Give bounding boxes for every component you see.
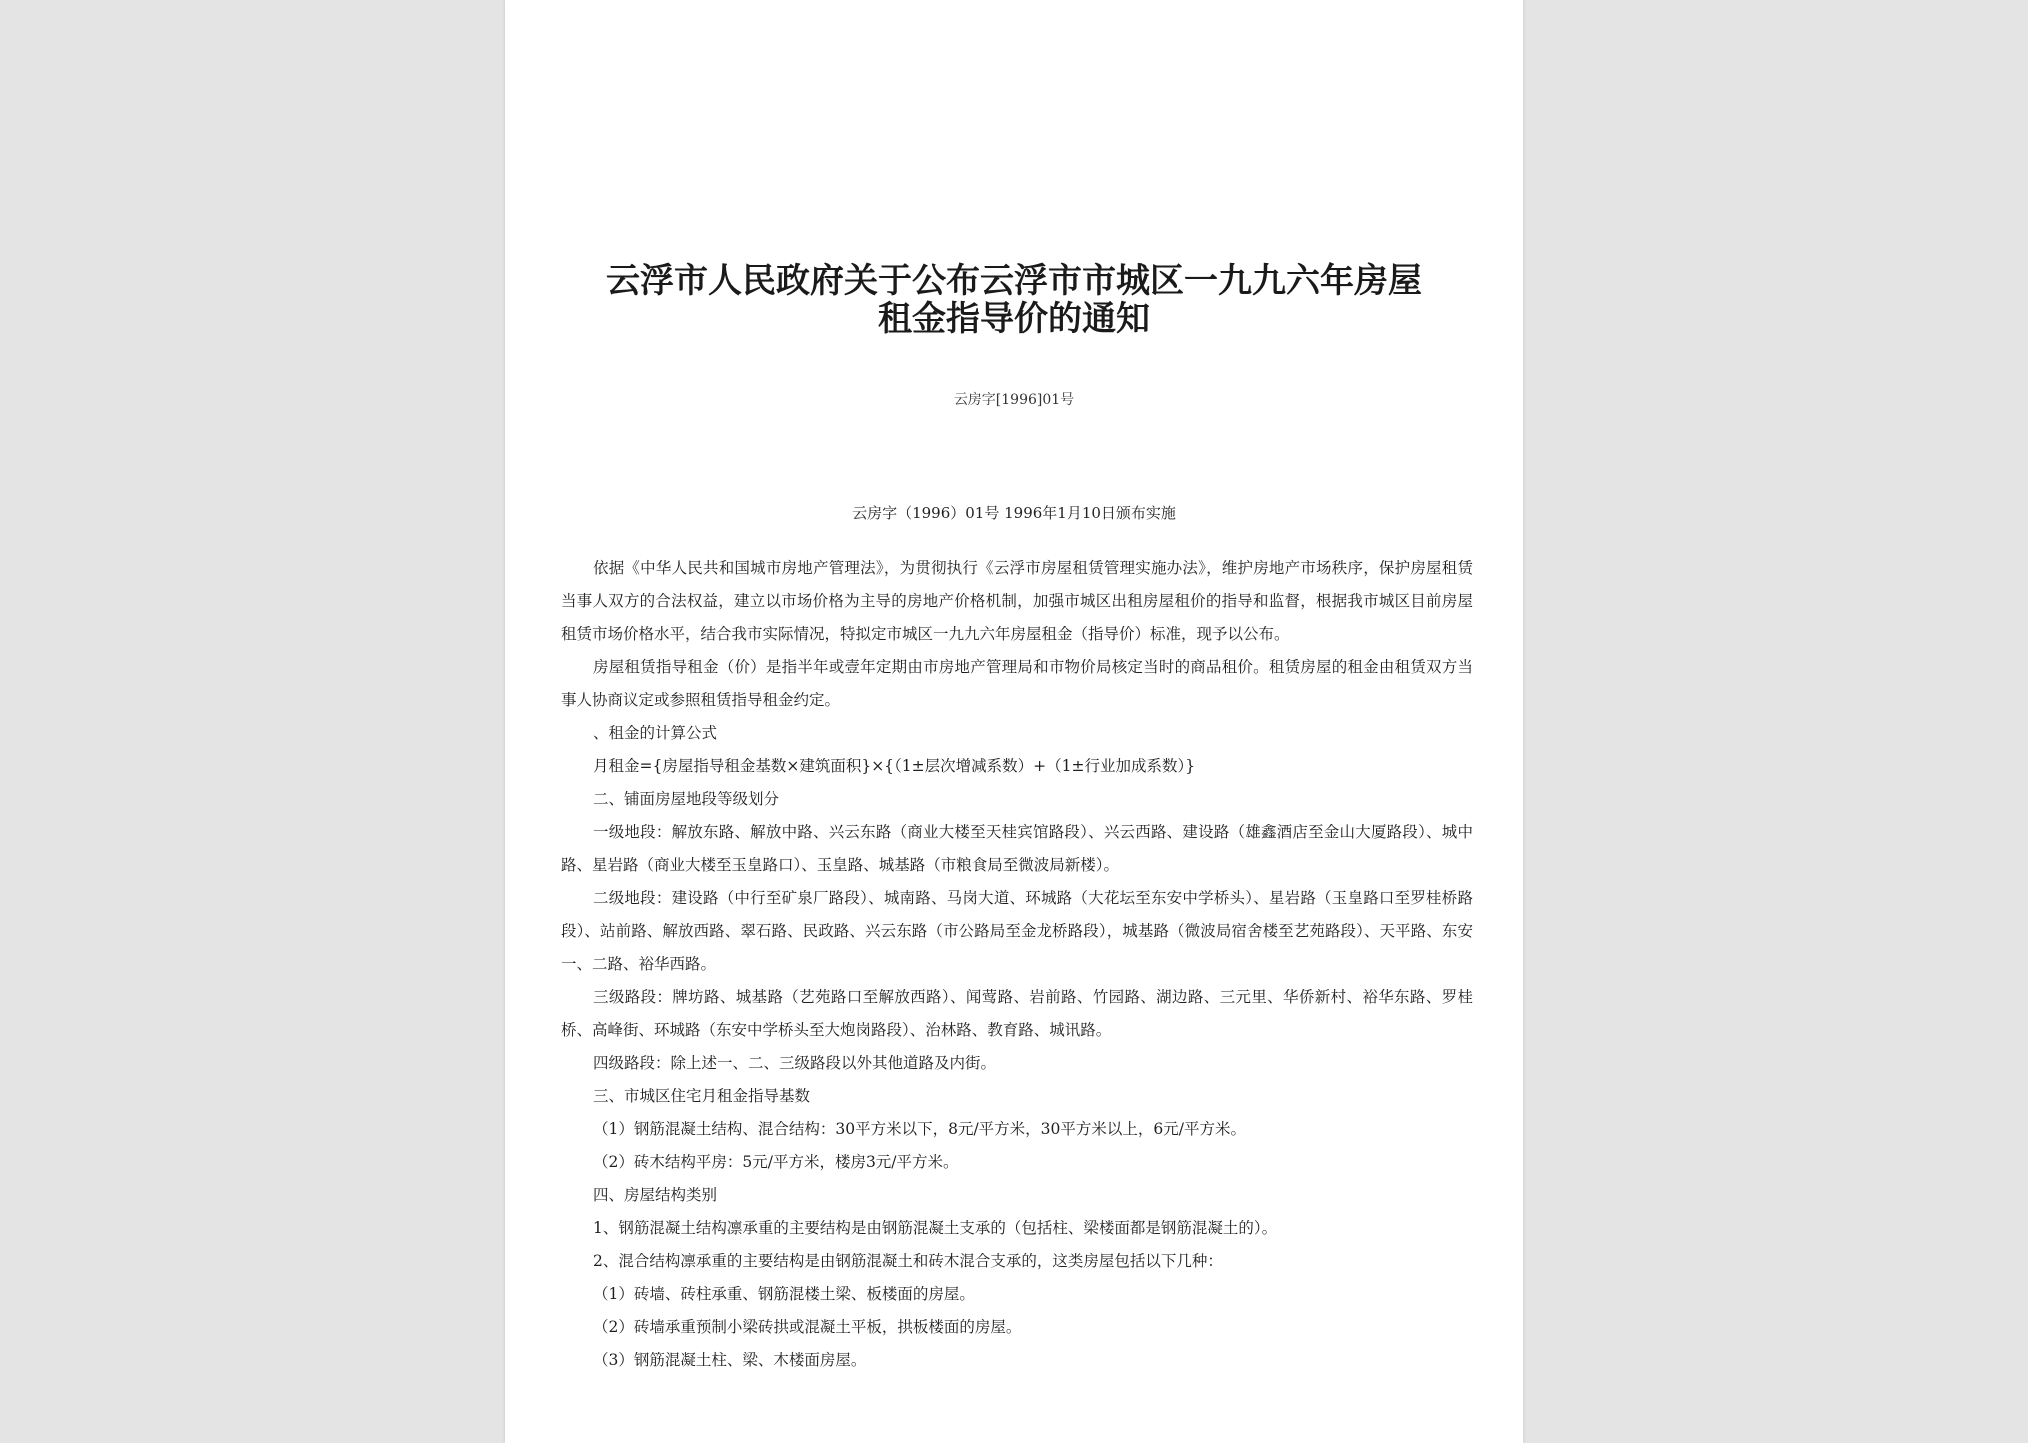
paragraph: （1）钢筋混凝土结构、混合结构：30平方米以下，8元/平方米，30平方米以上，6元/平方米。 [593, 1120, 1246, 1138]
paragraph: （3）钢筋混凝土柱、梁、木楼面房屋。 [593, 1351, 867, 1369]
section-heading: 三、市城区住宅月租金指导基数 [593, 1087, 811, 1105]
section-heading: 四、房屋结构类别 [593, 1186, 718, 1204]
document-title: 云浮市人民政府关于公布云浮市市城区一九九六年房屋租金指导价的通知 [606, 261, 1422, 339]
document-page [505, 0, 1523, 1443]
section-heading: 二、铺面房屋地段等级划分 [593, 790, 780, 808]
paragraph: 依据《中华人民共和国城市房地产管理法》，为贯彻执行《云浮市房屋租赁管理实施办法》，维护房地产市场秩序，保护房屋租赁当事人双方的合法权益，建立以市场价格为主导的房地产价格机制，加强市城区出租房屋租价的指导和监督，根据我市城区目前房屋租赁市场价格水平，结合我市实际情况，特拟定市城区一九九六年房屋租金（指导价）标准，现予以公布。 [561, 559, 1473, 643]
paragraph: 四级路段：除上述一、二、三级路段以外其他道路及内街。 [593, 1054, 997, 1072]
paragraph: （1）砖墙、砖柱承重、钢筋混楼土梁、板楼面的房屋。 [593, 1285, 975, 1303]
document-body [561, 552, 1473, 1377]
paragraph: 三级路段：牌坊路、城基路（艺苑路口至解放西路）、闻莺路、岩前路、竹园路、湖边路、三元里、华侨新村、裕华东路、罗桂桥、高峰街、环城路（东安中学桥头至大炮岗路段）、治林路、教育路、城讯路。 [561, 988, 1473, 1039]
document-number: 云房字[1996]01号 [953, 392, 1075, 408]
paragraph: 一级地段：解放东路、解放中路、兴云东路（商业大楼至天桂宾馆路段）、兴云西路、建设路（雄鑫酒店至金山大厦路段）、城中路、星岩路（商业大楼至玉皇路口）、玉皇路、城基路（市粮食局至微波局新楼）。 [561, 823, 1473, 874]
paragraph: 房屋租赁指导租金（价）是指半年或壹年定期由市房地产管理局和市物价局核定当时的商品租价。租赁房屋的租金由租赁双方当事人协商议定或参照租赁指导租金约定。 [561, 658, 1473, 709]
paragraph: 月租金={房屋指导租金基数×建筑面积}×{（1±层次增减系数）+（1±行业加成系数）} [593, 757, 1196, 775]
paragraph: 1、钢筋混凝土结构凛承重的主要结构是由钢筋混凝土支承的（包括柱、梁楼面都是钢筋混凝土的）。 [593, 1219, 1278, 1237]
paragraph: 2、混合结构凛承重的主要结构是由钢筋混凝土和砖木混合支承的，这类房屋包括以下几种： [593, 1252, 1223, 1270]
paragraph: （2）砖木结构平房：5元/平方米，楼房3元/平方米。 [593, 1153, 959, 1171]
paragraph: 二级地段：建设路（中行至矿泉厂路段）、城南路、马岗大道、环城路（大花坛至东安中学桥头）、星岩路（玉皇路口至罗桂桥路段）、站前路、解放西路、翠石路、民政路、兴云东路（市公路局至金龙桥路段），城基路（微波局宿舍楼至艺苑路段）、天平路、东安一、二路、裕华西路。 [561, 889, 1473, 973]
issued-line: 云房字（1996）01号 1996年1月10日颁布实施 [852, 504, 1176, 522]
paragraph: （2）砖墙承重预制小梁砖拱或混凝土平板，拱板楼面的房屋。 [593, 1318, 1022, 1336]
section-heading: 、租金的计算公式 [593, 724, 718, 742]
